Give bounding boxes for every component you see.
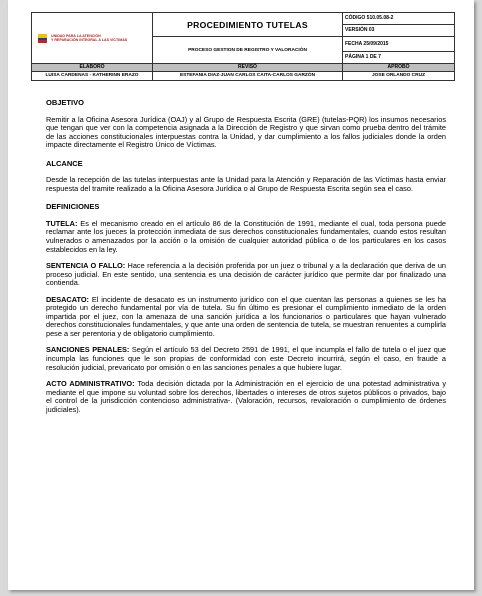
signature-header-row [32, 64, 455, 72]
aprobo-value: JOSE ORLANDO CRUZ [343, 72, 455, 81]
definition-tutela [46, 220, 446, 254]
document-page [8, 0, 474, 590]
definition-text: Es el mecanismo creado en el artículo 86 de la Constitución de 1991, mediante el cual, toda persona puede reclamar ante los jueces la protección inmediata de sus derechos constitucionales fundamentales, cuando estos resultan vulnerados o amenazados por la acción o la omisión de cualquier autoridad pública o de los particulares en los casos establecidos en la ley. [46, 218, 446, 254]
colombia-flag-icon [38, 34, 47, 43]
alcance-text: Desde la recepción de las tutelas interpuestas ante la Unidad para la Atención y Reparación de las Víctimas hasta enviar respuesta del tramite realizado a la Oficina Asesora Jurídica o al Grupo de Respuesta Escrita según sea el caso. [46, 175, 446, 193]
elaboro-value: LUISA CARDENAS - KATHERINN ERAZO [32, 72, 153, 81]
aprobo-header: APROBÓ [343, 64, 455, 72]
document-header-table [31, 12, 455, 81]
definition-text: Según el artículo 53 del Decreto 2591 de 1991, el que incumpla el fallo de tutela o el juez que incumpla las funciones que le son propias de conformidad con este Decreto incurrirá, según el caso, en fraude a resolución judicial, prevaricato por omisión o en las sanciones penales a que hubiere lugar. [46, 345, 446, 372]
fecha-value: FECHA 25/09/2015 [343, 37, 455, 52]
pagina-value: PÁGINA 1 DE 7 [343, 52, 455, 64]
unidad-victimas-logo [34, 34, 150, 43]
definiciones-heading: DEFINICIONES [46, 202, 100, 212]
definition-term: ACTO ADMINISTRATIVO: [46, 379, 135, 389]
alcance-heading: ALCANCE [46, 158, 83, 168]
definition-acto-administrativo [46, 380, 446, 414]
objetivo-text: Remitir a la Oficina Asesora Jurídica (OAJ) y al Grupo de Respuesta Escrita (GRE) (tutelas-PQR) los insumos necesarios que tengan que ver con la competencia asignada a la Dirección de Registro y que sirvan como prueba dentro del trámite de las acciones constitucionales interpuestas contra la Unidad, y dar cumplimiento a los fallos judiciales donde la orden impacte directamente el Registro Único de Víctimas. [46, 114, 446, 150]
version-value: VERSIÓN 03 [343, 25, 455, 37]
definition-term: SANCIONES PENALES: [46, 345, 130, 355]
definition-sanciones [46, 346, 446, 372]
elaboro-header: ELABORÓ [32, 64, 153, 72]
definition-term: SENTENCIA O FALLO: [46, 261, 126, 271]
logo-cell [32, 13, 153, 64]
definition-term: TUTELA: [46, 218, 78, 228]
definition-desacato [46, 296, 446, 339]
subtitle-cell [153, 37, 343, 64]
process-subtitle: PROCESO GESTION DE REGISTRO Y VALORACIÓN [188, 47, 307, 53]
definition-text: Toda decisión dictada por la Administración en el ejercicio de una potestad administrativa y mediante el que impone su voluntad sobre los derechos, libertades o intereses de otros sujetos públicos o privados, bajo el control de la jurisdicción contencioso administrativa-. (Valoración, recursos, revaloración o cumplimiento de órdenes judiciales). [46, 379, 446, 414]
definition-sentencia [46, 262, 446, 288]
title-cell [153, 13, 343, 37]
objetivo-heading: OBJETIVO [46, 98, 84, 107]
logo-text: UNIDAD PARA LA ATENCIÓN Y REPARACIÓN INTEGRAL A LAS VÍCTIMAS [51, 33, 128, 42]
signature-values-row [32, 72, 455, 81]
definition-term: DESACATO: [46, 294, 89, 304]
document-title: PROCEDIMIENTO TUTELAS [187, 19, 308, 30]
definition-text: El incidente de desacato es un instrumento jurídico con el que cuentan las personas a quienes se les ha protegido un derecho fundamental por vía de tutela. Su fin último es presionar el cumplimiento inmediato de la orden impartida por el juez, con la amenaza de una sanción jurídica a los funcionarios o particulares que hayan vulnerado derechos constitucionales fundamentales, y que ante una orden de sentencia de tutela, se muestran renuentes a cumplirla pese a ser perentoria y de obligatorio cumplimiento. [46, 294, 446, 338]
reviso-header: REVISÓ [153, 64, 343, 72]
reviso-value: ESTEFANIA DIAZ-JUAN CARLOS CAITA-CARLOS GARZÓN [153, 72, 343, 81]
definition-text: Hace referencia a la decisión proferida por un juez o tribunal y a la declaración que deriva de un proceso judicial. En este sentido, una sentencia es una decisión de carácter jurídico que permite dar por finalizado una contienda. [46, 261, 446, 288]
codigo-value: CÓDIGO 510.05.08-2 [343, 13, 455, 25]
document-body [46, 99, 446, 414]
